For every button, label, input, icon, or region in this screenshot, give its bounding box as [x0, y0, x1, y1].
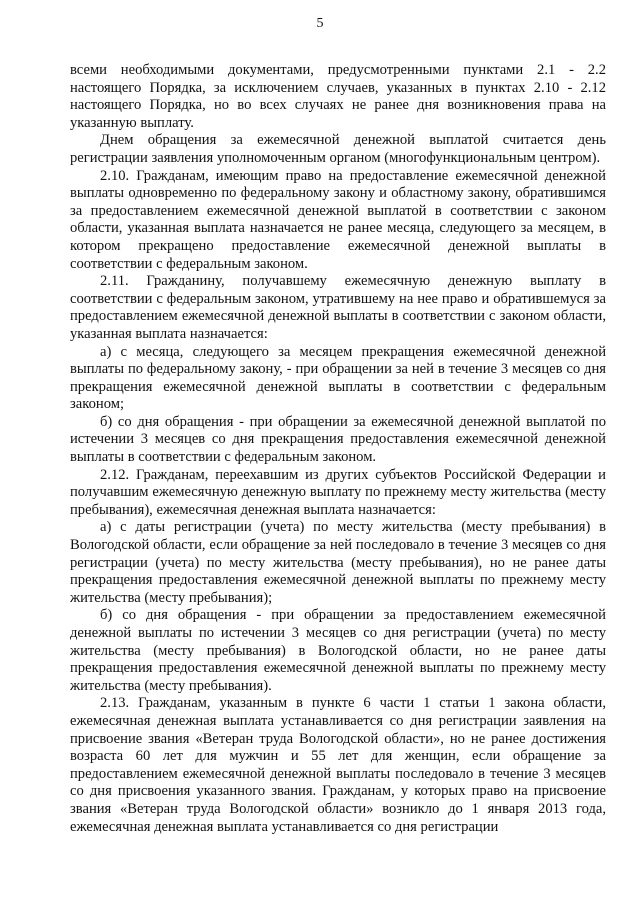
paragraph-2-12-a: а) с даты регистрации (учета) по месту жительства (месту пребывания) в Вологодской области, если обращение за ней последовало в течение 3 месяцев со дня регистрации (учета) по месту жительства (месту пребывания), но не ранее даты прекращения предоставления ежемесячной денежной выплаты по прежнему месту жительства (месту пребывания); — [70, 519, 606, 606]
page-number: 5 — [316, 16, 324, 31]
paragraph-2-10: 2.10. Гражданам, имеющим право на предоставление ежемесячной денежной выплаты одновременно по федеральному закону и областному закону, обратившимся за предоставлением ежемесячной денежной выплатой в соответствии с законом области, указанная выплата назначается не ранее месяца, следующего за месяцем, в котором прекращено предоставление ежемесячной денежной выплаты в соответствии с федеральным законом. — [70, 167, 606, 272]
paragraph-2-12-b: б) со дня обращения - при обращении за предоставлением ежемесячной денежной выплаты по истечении 3 месяцев со дня регистрации (учета) по месту жительства (месту пребывания) в Вологодской области, но не ранее даты прекращения предоставления ежемесячной денежной выплаты по прежнему месту жительства (месту пребывания). — [70, 607, 606, 694]
paragraph-2-11-b: б) со дня обращения - при обращении за ежемесячной денежной выплатой по истечении 3 месяцев со дня прекращения предоставления ежемесячной денежной выплаты в соответствии с федеральным законом. — [70, 413, 606, 466]
paragraph-2-11: 2.11. Гражданину, получавшему ежемесячную денежную выплату в соответствии с федеральным законом, утратившему на нее право и обратившемуся за предоставлением ежемесячной денежной выплаты в соответствии с законом области, указанная выплата назначается: — [70, 273, 606, 342]
paragraph-2-13: 2.13. Гражданам, указанным в пункте 6 части 1 статьи 1 закона области, ежемесячная денежная выплата устанавливается со дня регистрации заявления на присвоение звания «Ветеран труда Вологодской области», но не ранее достижения возраста 60 лет для мужчин и 55 лет для женщин, если обращение за предоставлением ежемесячной денежной выплаты последовало в течение 3 месяцев со дня присвоения указанного звания. Гражданам, у которых право на присвоение звания «Ветеран труда Вологодской области» возникло до 1 января 2013 года, ежемесячная денежная выплата устанавливается со дня регистрации — [70, 695, 606, 835]
document-body — [70, 62, 606, 836]
paragraph-2-11-a: а) с месяца, следующего за месяцем прекращения ежемесячной денежной выплаты по федеральному закону, - при обращении за ней в течение 3 месяцев со дня прекращения ежемесячной денежной выплаты в соответствии с федеральным законом; — [70, 343, 606, 413]
paragraph-continuation: всеми необходимыми документами, предусмотренными пунктами 2.1 - 2.2 настоящего Порядка, за исключением случаев, указанных в пунктах 2.10 - 2.12 настоящего Порядка, но во всех случаях не ранее дня возникновения права на указанную выплату. — [70, 62, 606, 131]
paragraph-2-12: 2.12. Гражданам, переехавшим из других субъектов Российской Федерации и получавшим ежемесячную денежную выплату по прежнему месту жительства (месту пребывания), ежемесячная денежная выплата назначается: — [70, 466, 606, 518]
paragraph-application-day: Днем обращения за ежемесячной денежной выплатой считается день регистрации заявления уполномоченным органом (многофункциональным центром). — [70, 132, 606, 166]
